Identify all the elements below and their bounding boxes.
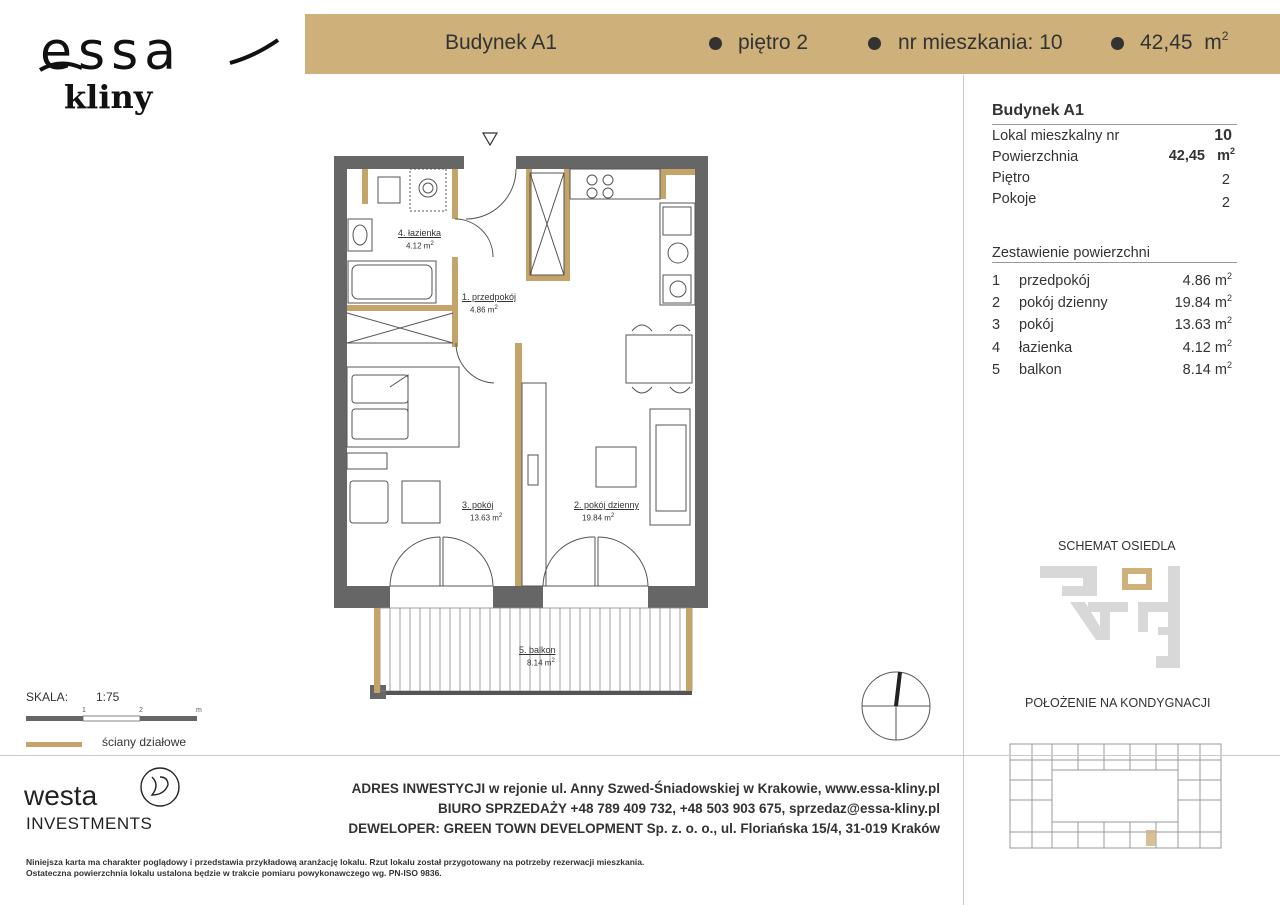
bullet-icon	[868, 37, 881, 50]
scale-tick: 1	[82, 707, 86, 714]
info-label-floor: Piętro	[992, 170, 1030, 186]
plan-label-balcony: 5. balkon	[519, 645, 556, 655]
info-value-rooms: 2	[1221, 195, 1230, 211]
scale-tick: 2	[139, 707, 143, 714]
scale-value: 1:75	[96, 690, 120, 704]
header-building: Budynek A1	[445, 31, 558, 54]
partition-legend-label: ściany działowe	[102, 735, 187, 749]
footer-column-divider	[963, 755, 964, 905]
plan-label-living-room: 2. pokój dzienny	[574, 500, 640, 510]
info-value-area: 42,45 $m^2$	[1168, 146, 1235, 164]
westa-logo: westa	[24, 780, 98, 811]
room-num: 1	[992, 273, 1001, 289]
footer-disclaimer: Niniejsza karta ma charakter poglądowy i przedstawia przykładową aranżację lokalu. Rzut lokalu został przygotowany na potrzeby rezerwacji mieszkania.	[26, 857, 645, 867]
room-area: 4.12 $m^2$	[1182, 338, 1232, 356]
footer-sales-office: BIURO SPRZEDAŻY +48 789 409 732, +48 503 903 675, sprzedaz@essa-kliny.pl	[438, 801, 940, 816]
bullet-icon	[709, 37, 722, 50]
floor-plan	[330, 125, 710, 705]
room-name: łazienka	[1019, 340, 1073, 356]
footer-divider	[0, 755, 1280, 756]
footer-developer: DEWELOPER: GREEN TOWN DEVELOPMENT Sp. z. o. o., ul. Floriańska 15/4, 31-019 Kraków	[348, 821, 940, 836]
room-name: balkon	[1019, 362, 1062, 378]
plan-area-hall: 4.86 $m^2$	[470, 305, 498, 315]
room-name: przedpokój	[1019, 273, 1090, 289]
plan-area-room: 13.63 $m^2$	[470, 513, 503, 523]
logo-brand: essa	[40, 22, 183, 82]
info-value-number: 10	[1214, 127, 1232, 144]
room-area: 8.14 $m^2$	[1182, 360, 1232, 378]
plan-label-bathroom: 4. łazienka	[398, 228, 442, 238]
info-title: Budynek A1	[992, 102, 1084, 119]
footer-address: ADRES INWESTYCJI w rejonie ul. Anny Szwed-Śniadowskiej w Krakowie, www.essa-kliny.pl	[351, 781, 940, 796]
info-label-rooms: Pokoje	[992, 191, 1037, 207]
room-area: 19.84 $m^2$	[1174, 293, 1232, 311]
essa-logo	[30, 22, 290, 123]
summary-title: Zestawienie powierzchni	[992, 245, 1150, 261]
room-num: 3	[992, 317, 1001, 333]
scale-label: SKALA:	[26, 690, 69, 704]
entrance-arrow-icon	[483, 133, 497, 145]
info-label-area: Powierzchnia	[992, 149, 1079, 165]
room-num: 2	[992, 295, 1001, 311]
estate-scheme-title: SCHEMAT OSIEDLA	[1058, 539, 1176, 553]
room-area: 13.63 $m^2$	[1174, 315, 1232, 333]
floor-position-map	[1008, 740, 1223, 852]
plan-area-bathroom: 4.12 $m^2$	[406, 241, 434, 251]
footer-disclaimer: Ostateczna powierzchnia lokalu ustalona będzie w trakcie pomiaru powykonawczego wg. PN-ISO 9836.	[26, 868, 442, 878]
bullet-icon	[1111, 37, 1124, 50]
room-num: 5	[992, 362, 1001, 378]
scale-tick: m	[196, 707, 202, 714]
westa-sub: INVESTMENTS	[26, 814, 153, 833]
logo-sub: kliny	[64, 78, 153, 116]
info-value-floor: 2	[1221, 172, 1230, 188]
header-apartment: nr mieszkania: 10	[898, 31, 1063, 54]
room-area: 4.86 $m^2$	[1182, 271, 1232, 289]
plan-label-hall: 1. przedpokój	[462, 292, 517, 302]
room-name: pokój dzienny	[1019, 295, 1108, 311]
plan-label-room: 3. pokój	[462, 500, 494, 510]
header-floor: piętro 2	[738, 31, 809, 54]
scale-bar	[26, 714, 206, 724]
divider	[992, 124, 1237, 125]
room-num: 4	[992, 340, 1001, 356]
plan-area-balcony: 8.14 $m^2$	[527, 658, 555, 668]
partition-legend-swatch	[26, 742, 82, 747]
compass-icon	[858, 668, 934, 744]
header-area: 42,45 $m^2$	[1140, 29, 1229, 54]
plan-area-living-room: 19.84 $m^2$	[582, 513, 615, 523]
divider	[992, 262, 1237, 263]
header-bar	[305, 14, 1280, 74]
room-name: pokój	[1019, 317, 1054, 333]
estate-scheme-map	[1040, 562, 1185, 672]
info-label-number: Lokal mieszkalny nr	[992, 128, 1120, 144]
floor-position-title: POŁOŻENIE NA KONDYGNACJI	[1025, 696, 1211, 710]
